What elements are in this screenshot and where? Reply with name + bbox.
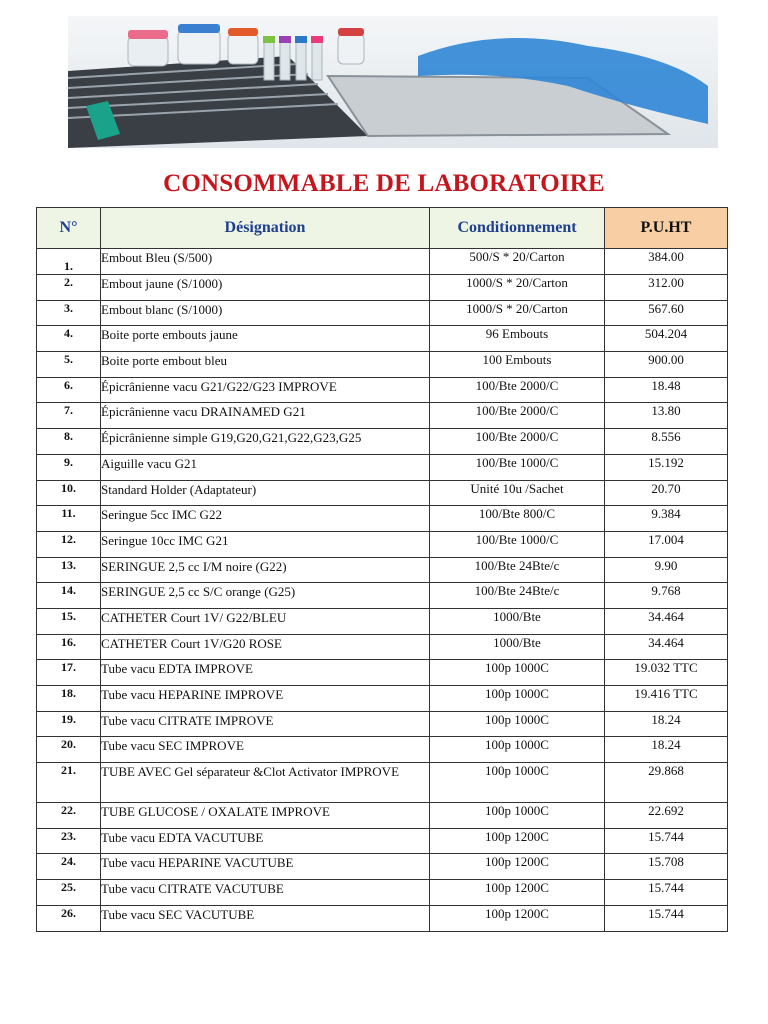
row-price: 15.744 [605, 880, 728, 906]
row-conditionnement: 100/Bte 24Bte/c [430, 557, 605, 583]
header-conditionnement: Conditionnement [430, 208, 605, 249]
row-price: 18.48 [605, 377, 728, 403]
row-designation: Épicrânienne vacu G21/G22/G23 IMPROVE [101, 377, 430, 403]
table-row [37, 711, 728, 737]
row-price: 15.744 [605, 828, 728, 854]
row-price: 9.384 [605, 506, 728, 532]
row-num: 7. [37, 403, 101, 429]
product-table [36, 207, 728, 932]
row-conditionnement: 100p 1200C [430, 905, 605, 931]
row-conditionnement: 100p 1000C [430, 711, 605, 737]
lab-supplies-photo-icon [68, 16, 718, 148]
table-row [37, 608, 728, 634]
row-designation: Tube vacu HEPARINE VACUTUBE [101, 854, 430, 880]
table-row [37, 583, 728, 609]
row-designation: Épicrânienne simple G19,G20,G21,G22,G23,G25 [101, 429, 430, 455]
row-num: 3. [37, 300, 101, 326]
row-price: 9.768 [605, 583, 728, 609]
row-price: 312.00 [605, 275, 728, 301]
row-price: 504.204 [605, 326, 728, 352]
row-designation: TUBE GLUCOSE / OXALATE IMPROVE [101, 803, 430, 829]
row-conditionnement: 100/Bte 1000/C [430, 531, 605, 557]
row-conditionnement: 100p 1000C [430, 803, 605, 829]
header-price: P.U.HT [605, 208, 728, 249]
row-price: 15.192 [605, 454, 728, 480]
table-row [37, 828, 728, 854]
row-designation: TUBE AVEC Gel séparateur &Clot Activator IMPROVE [101, 763, 430, 803]
row-num: 4. [37, 326, 101, 352]
row-designation: Épicrânienne vacu DRAINAMED G21 [101, 403, 430, 429]
row-designation: Boite porte embout bleu [101, 352, 430, 378]
row-num: 17. [37, 660, 101, 686]
row-designation: Seringue 5cc IMC G22 [101, 506, 430, 532]
row-price: 8.556 [605, 429, 728, 455]
table-row [37, 737, 728, 763]
row-price: 20.70 [605, 480, 728, 506]
row-num: 12. [37, 531, 101, 557]
row-num: 2. [37, 275, 101, 301]
row-num: 26. [37, 905, 101, 931]
row-designation: Boite porte embouts jaune [101, 326, 430, 352]
row-conditionnement: 1000/S * 20/Carton [430, 275, 605, 301]
row-num: 23. [37, 828, 101, 854]
row-designation: CATHETER Court 1V/ G22/BLEU [101, 608, 430, 634]
row-designation: Tube vacu SEC VACUTUBE [101, 905, 430, 931]
table-row [37, 403, 728, 429]
row-conditionnement: 100/Bte 2000/C [430, 429, 605, 455]
table-row [37, 763, 728, 803]
row-num: 11. [37, 506, 101, 532]
table-row [37, 326, 728, 352]
row-conditionnement: 100/Bte 1000/C [430, 454, 605, 480]
row-designation: Seringue 10cc IMC G21 [101, 531, 430, 557]
row-conditionnement: 100/Bte 2000/C [430, 403, 605, 429]
row-designation: Aiguille vacu G21 [101, 454, 430, 480]
row-price: 22.692 [605, 803, 728, 829]
row-conditionnement: 100p 1200C [430, 828, 605, 854]
row-num: 1. [37, 249, 101, 275]
row-price: 9.90 [605, 557, 728, 583]
table-row [37, 557, 728, 583]
row-price: 19.416 TTC [605, 686, 728, 712]
row-conditionnement: 100p 1000C [430, 763, 605, 803]
row-conditionnement: 100/Bte 2000/C [430, 377, 605, 403]
row-price: 18.24 [605, 737, 728, 763]
row-price: 17.004 [605, 531, 728, 557]
header-num: N° [37, 208, 101, 249]
row-conditionnement: 100p 1200C [430, 854, 605, 880]
row-num: 9. [37, 454, 101, 480]
row-price: 18.24 [605, 711, 728, 737]
row-conditionnement: Unité 10u /Sachet [430, 480, 605, 506]
row-designation: Tube vacu EDTA IMPROVE [101, 660, 430, 686]
table-row [37, 634, 728, 660]
row-num: 19. [37, 711, 101, 737]
row-num: 6. [37, 377, 101, 403]
row-conditionnement: 100/Bte 24Bte/c [430, 583, 605, 609]
table-row [37, 880, 728, 906]
row-designation: Embout Bleu (S/500) [101, 249, 430, 275]
table-row [37, 454, 728, 480]
table-row [37, 377, 728, 403]
table-row [37, 686, 728, 712]
row-designation: Embout blanc (S/1000) [101, 300, 430, 326]
row-price: 15.744 [605, 905, 728, 931]
row-conditionnement: 100 Embouts [430, 352, 605, 378]
row-designation: Standard Holder (Adaptateur) [101, 480, 430, 506]
row-num: 14. [37, 583, 101, 609]
table-row [37, 480, 728, 506]
table-row [37, 352, 728, 378]
table-row [37, 275, 728, 301]
row-conditionnement: 1000/Bte [430, 634, 605, 660]
row-designation: Tube vacu CITRATE VACUTUBE [101, 880, 430, 906]
row-num: 10. [37, 480, 101, 506]
row-num: 21. [37, 763, 101, 803]
row-conditionnement: 96 Embouts [430, 326, 605, 352]
row-conditionnement: 1000/Bte [430, 608, 605, 634]
row-price: 29.868 [605, 763, 728, 803]
row-price: 15.708 [605, 854, 728, 880]
row-designation: SERINGUE 2,5 cc I/M noire (G22) [101, 557, 430, 583]
row-conditionnement: 100/Bte 800/C [430, 506, 605, 532]
row-designation: SERINGUE 2,5 cc S/C orange (G25) [101, 583, 430, 609]
table-row [37, 249, 728, 275]
table-row [37, 803, 728, 829]
table-row [37, 506, 728, 532]
page-title: CONSOMMABLE DE LABORATOIRE [163, 170, 605, 197]
table-row [37, 905, 728, 931]
row-num: 16. [37, 634, 101, 660]
table-row [37, 660, 728, 686]
row-num: 15. [37, 608, 101, 634]
row-designation: Embout jaune (S/1000) [101, 275, 430, 301]
row-conditionnement: 100p 1000C [430, 737, 605, 763]
table-header-row [37, 208, 728, 249]
row-conditionnement: 1000/S * 20/Carton [430, 300, 605, 326]
row-price: 384.00 [605, 249, 728, 275]
row-designation: Tube vacu CITRATE IMPROVE [101, 711, 430, 737]
row-designation: CATHETER Court 1V/G20 ROSE [101, 634, 430, 660]
row-price: 13.80 [605, 403, 728, 429]
row-conditionnement: 100p 1000C [430, 660, 605, 686]
row-num: 22. [37, 803, 101, 829]
row-conditionnement: 100p 1000C [430, 686, 605, 712]
row-num: 24. [37, 854, 101, 880]
table-row [37, 531, 728, 557]
row-price: 900.00 [605, 352, 728, 378]
table-row [37, 429, 728, 455]
table-row [37, 300, 728, 326]
row-num: 25. [37, 880, 101, 906]
table-row [37, 854, 728, 880]
row-conditionnement: 500/S * 20/Carton [430, 249, 605, 275]
row-designation: Tube vacu SEC IMPROVE [101, 737, 430, 763]
row-num: 20. [37, 737, 101, 763]
header-designation: Désignation [101, 208, 430, 249]
row-price: 34.464 [605, 608, 728, 634]
row-designation: Tube vacu EDTA VACUTUBE [101, 828, 430, 854]
row-num: 5. [37, 352, 101, 378]
row-designation: Tube vacu HEPARINE IMPROVE [101, 686, 430, 712]
row-conditionnement: 100p 1200C [430, 880, 605, 906]
row-price: 567.60 [605, 300, 728, 326]
row-price: 19.032 TTC [605, 660, 728, 686]
row-num: 8. [37, 429, 101, 455]
row-num: 13. [37, 557, 101, 583]
row-num: 18. [37, 686, 101, 712]
table-body [37, 249, 728, 932]
lab-supplies-banner [68, 16, 718, 148]
row-price: 34.464 [605, 634, 728, 660]
